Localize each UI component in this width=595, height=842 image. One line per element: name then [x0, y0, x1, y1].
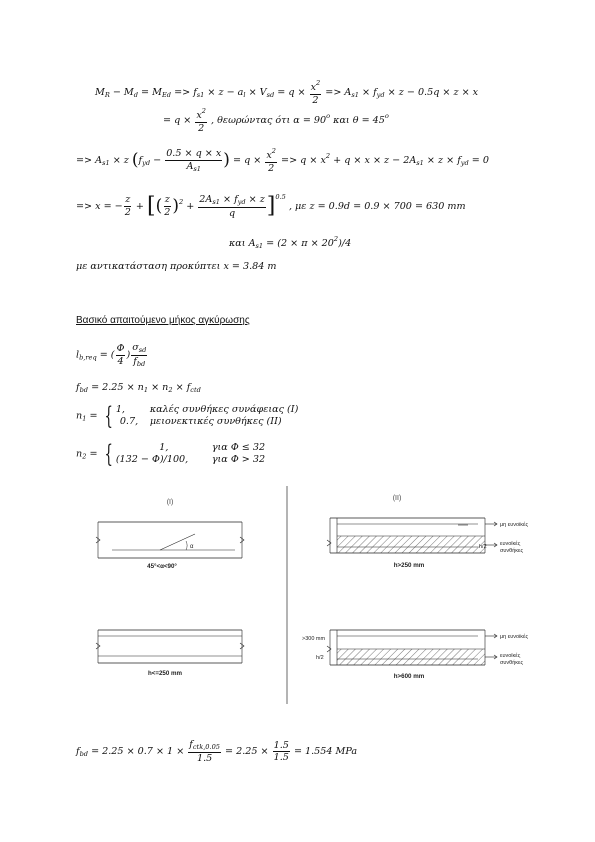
frac-num: x	[266, 150, 272, 161]
eq-sup: o	[384, 112, 389, 121]
equation-solution-x	[76, 194, 466, 218]
brace: {	[103, 402, 113, 430]
frac-den: 1.5	[197, 752, 213, 764]
eq-sup: 2	[316, 79, 321, 87]
panel-i-inclined	[96, 522, 244, 558]
label-h2-top: h/2	[479, 544, 487, 550]
paren-close: )	[223, 150, 230, 171]
eq-text: M	[95, 87, 105, 99]
eq-text: =	[86, 410, 101, 422]
eq-sub: sd	[138, 346, 147, 354]
frac-den: 2	[312, 94, 319, 106]
equation-fbd	[76, 383, 201, 394]
eq-text: => x = −	[76, 201, 123, 212]
eq-text: = 2.25 × n	[88, 382, 144, 393]
eq-sup: 2	[178, 198, 184, 206]
caption-h250-max: h<=250 mm	[147, 670, 183, 677]
case-condition: μειονεκτικές συνθήκες (II)	[149, 416, 282, 427]
eq-text: = (2 × π × 20	[263, 238, 334, 249]
eq-text: + q × x × z − 2A	[330, 155, 417, 167]
case-condition: καλές συνθήκες συνάφειας (I)	[149, 404, 299, 416]
label-favorable-bottom-a: ευνοϊκές	[500, 653, 521, 659]
label-h2-bottom: h/2	[316, 655, 324, 661]
eq-text: × z × f	[423, 155, 461, 167]
eq-text: × z − 0.5q × z × x	[384, 87, 479, 99]
brace: {	[103, 440, 113, 468]
label-favorable-top-a: ευνοϊκές	[500, 541, 521, 547]
equation-n1	[76, 404, 298, 428]
case-condition: για Φ ≤ 32	[211, 442, 266, 454]
eq-text: )/4	[338, 238, 352, 249]
eq-sub: s1	[102, 159, 110, 168]
frac-den: 1.5	[273, 752, 289, 764]
eq-sub: Ed	[161, 91, 172, 100]
eq-sub: yd	[460, 159, 469, 168]
eq-text: = 0	[468, 155, 489, 167]
eq-text: => A	[76, 155, 103, 167]
eq-sub: yd	[376, 91, 385, 100]
eq-text: = 2.25 ×	[221, 746, 272, 758]
equation-result-x	[76, 262, 277, 272]
frac-den: 2	[164, 207, 171, 218]
paren-open: (	[155, 196, 163, 216]
label-favorable-top-b: συνθήκες	[500, 548, 524, 554]
fraction	[124, 195, 132, 217]
eq-text: +	[183, 201, 198, 212]
frac-num: z	[125, 194, 131, 206]
eq-text: f	[76, 382, 80, 393]
panel-i-shallow	[96, 630, 244, 663]
eq-text: l	[76, 349, 80, 361]
eq-sub: R	[104, 91, 110, 100]
eq-sub: bd	[136, 359, 146, 368]
frac-num: 1.5	[273, 739, 289, 751]
eq-sub: ctk,0.05	[192, 743, 220, 751]
equation-assumption	[163, 108, 389, 133]
eq-text: = q ×	[274, 87, 309, 99]
section-heading: Βασικό απαιτούμενο μήκος αγκύρωσης	[76, 315, 250, 326]
cases	[116, 443, 265, 464]
frac-num: Φ	[116, 343, 125, 354]
caption-h600: h>600 mm	[393, 673, 425, 680]
eq-text: => q × x	[277, 155, 326, 167]
panel-ii-h600	[327, 630, 497, 665]
eq-sub: yd	[237, 197, 246, 206]
eq-text: )	[126, 349, 131, 361]
eq-text: => f	[171, 87, 197, 99]
panel-ii-h250	[327, 518, 497, 553]
eq-sub: s1	[212, 197, 220, 206]
fraction	[116, 344, 126, 366]
frac-num: x	[310, 82, 317, 93]
paren-close: )	[172, 196, 179, 216]
label-favorable-bottom-b: συνθήκες	[500, 660, 524, 666]
eq-sub: yd	[142, 159, 151, 168]
eq-text: × z − a	[204, 87, 244, 99]
case-value: 1,	[115, 404, 125, 416]
eq-sub: bd	[79, 750, 89, 759]
eq-text: n	[76, 410, 83, 422]
bracket-close: ]	[266, 193, 276, 219]
eq-text: = 2.25 × 0.7 × 1 ×	[88, 746, 188, 758]
eq-sup: 2	[333, 235, 339, 243]
eq-sub: l	[243, 91, 246, 100]
frac-den: 2	[124, 207, 131, 218]
equation-area	[229, 236, 351, 250]
eq-sup: o	[326, 112, 331, 121]
frac-den: q	[228, 207, 236, 219]
eq-text: = (	[96, 349, 115, 361]
frac-num: 0.5 × q × x	[166, 148, 222, 159]
eq-sup: 2	[325, 152, 331, 161]
frac-num: 2A	[199, 193, 213, 205]
figure-label-ii: (II)	[392, 495, 402, 502]
eq-sub: 2	[168, 386, 173, 394]
bracket-open: [	[146, 193, 156, 219]
label-unfavorable-bottom: μη ευνοϊκές	[500, 634, 529, 640]
eq-sub: d	[133, 91, 138, 100]
equation-moment-balance	[95, 80, 478, 105]
eq-text: −	[150, 155, 165, 167]
eq-sup: 2	[201, 107, 206, 115]
eq-text: +	[132, 201, 147, 212]
case-value: 0.7,	[119, 416, 139, 427]
fraction	[198, 195, 266, 218]
eq-text: × z	[109, 155, 132, 167]
cases	[116, 405, 299, 426]
frac-num: × f	[219, 193, 238, 205]
frac-num: z	[164, 194, 170, 206]
eq-text: = 1.554 MPa	[290, 746, 358, 758]
case-value: (132 − Φ)/100,	[115, 454, 189, 465]
eq-text: = q ×	[163, 115, 195, 127]
caption-h250-min: h>250 mm	[393, 562, 425, 569]
label-300mm: >300 mm	[302, 636, 326, 642]
eq-text: με αντικατάσταση προκύπτει x = 3.84 m	[76, 261, 277, 272]
frac-den: A	[186, 160, 194, 172]
case-condition: για Φ > 32	[211, 454, 266, 465]
eq-text: και A	[229, 238, 256, 249]
eq-text: => A	[322, 87, 352, 99]
eq-sub: s1	[351, 91, 359, 100]
eq-sub: s1	[255, 242, 264, 250]
eq-sup: 2	[271, 147, 276, 155]
frac-num: × z	[245, 193, 265, 205]
frac-num: x	[196, 110, 202, 121]
eq-sub: bd	[79, 386, 89, 394]
fraction	[265, 148, 277, 173]
label-unfavorable-top: μη ευνοϊκές	[500, 522, 529, 528]
fraction	[273, 741, 290, 763]
eq-text: × f	[172, 382, 191, 393]
case-value: 1,	[159, 442, 169, 454]
eq-sub: 1	[143, 386, 149, 394]
equation-n2	[76, 442, 265, 466]
angle-label: α	[190, 544, 194, 550]
frac-num: f	[189, 739, 193, 750]
frac-den: 2	[268, 162, 275, 174]
eq-text: = q ×	[229, 155, 265, 167]
eq-text: = M	[138, 87, 162, 99]
eq-text: , θεωρώντας ότι α = 90	[208, 115, 327, 127]
eq-sub: s1	[196, 91, 205, 100]
caption-angle: 45°<α<90°	[147, 563, 177, 570]
equation-quadratic	[76, 148, 489, 173]
eq-sub: s1	[416, 159, 424, 168]
bond-conditions-figure	[0, 484, 595, 714]
eq-text: , με z = 0.9d = 0.9 × 700 = 630 mm	[285, 201, 466, 212]
paren-open: (	[131, 150, 139, 171]
frac-den: 2	[198, 122, 205, 134]
fraction	[188, 740, 221, 763]
equation-lbreq	[76, 343, 148, 367]
eq-text: − M	[109, 87, 134, 99]
fraction	[165, 149, 222, 172]
frac-num: σ	[132, 342, 139, 353]
fraction	[131, 343, 147, 367]
eq-text: × n	[148, 382, 169, 393]
fraction	[195, 108, 207, 133]
eq-sub: ctd	[190, 386, 201, 394]
fraction	[310, 80, 322, 105]
eq-text: f	[76, 746, 80, 758]
eq-sub: sd	[266, 91, 275, 100]
eq-sup: 0.5	[275, 193, 286, 201]
frac-den: 4	[117, 355, 124, 367]
eq-sub: 1	[82, 414, 87, 423]
equation-fbd-value	[76, 740, 357, 763]
eq-text: =	[86, 448, 101, 460]
eq-sub: 2	[82, 452, 87, 461]
eq-text: × V	[245, 87, 267, 99]
frac-den: f	[133, 355, 137, 367]
eq-sub: s1	[193, 164, 202, 173]
eq-text: n	[76, 448, 83, 460]
eq-text: × f	[358, 87, 377, 99]
eq-text: και θ = 45	[330, 115, 385, 127]
figure-label-i: (I)	[166, 499, 174, 506]
eq-text: f	[138, 155, 143, 167]
fraction	[163, 195, 171, 217]
eq-sub: b,req	[79, 353, 97, 362]
